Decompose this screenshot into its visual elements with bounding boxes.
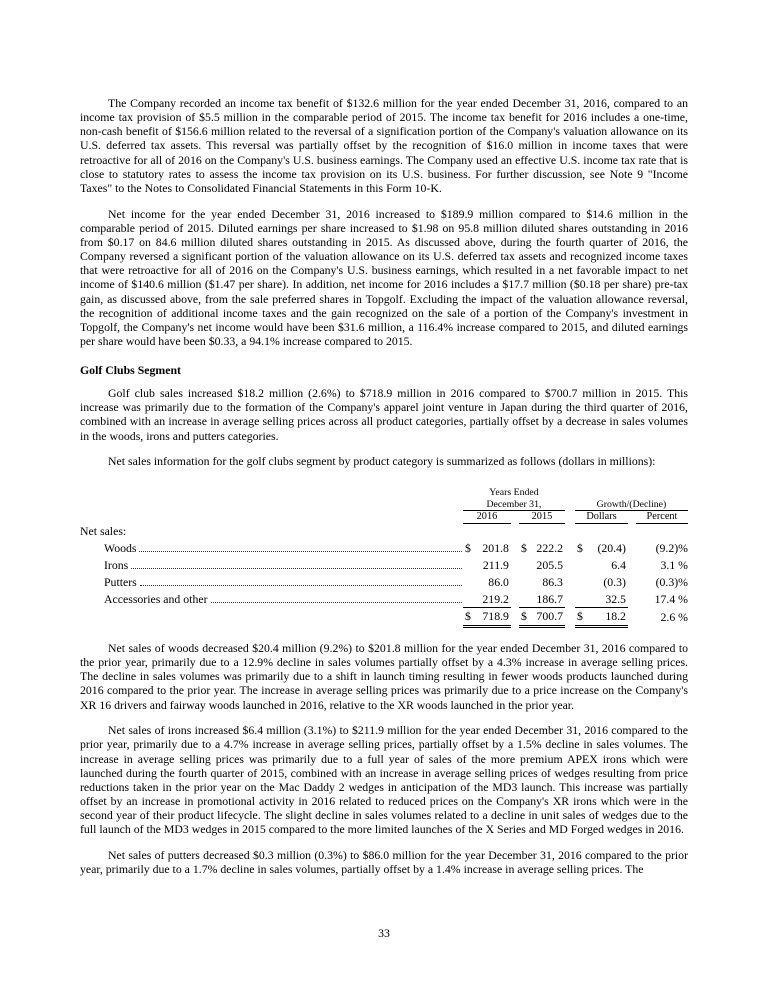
table-row-woods [80,539,688,556]
total-2015: 700.7 [536,608,563,623]
paragraph-net-income: Net income for the year ended December 31, 2016 increased to $189.9 million compared to $14.6 million in the comparable period of 2015. Diluted earnings per share increased to $1.98 on 95.8 million diluted shares outstanding in 2016 from $0.17 on 84.6 million diluted shares outstanding in 2015. As discussed above, during the fourth quarter of 2016, the Company reversed a significant portion of the valuation allowance on its U.S. deferred tax assets and recognized income taxes that were retroactive for all of 2016 on the Company's U.S. business earnings, which resulted in a net favorable impact to net income of $140.6 million ($1.47 per share). In addition, net income for 2016 includes a $17.7 million ($0.18 per share) pre-tax gain, as discussed above, from the sale preferred shares in Topgolf. Excluding the impact of the valuation allowance reversal, the recognition of additional income taxes and the gain recognized on the sale of a portion of the Company's investment in Topgolf, the Company's net income would have been $31.6 million, a 116.4% increase compared to 2015, and diluted earnings per share would have been $0.33, a 94.1% increase compared to 2015. [80,206,688,348]
dot-leader [211,602,462,603]
currency-sign: $ [520,541,527,556]
value-dollars: (20.4) [597,541,626,556]
currency-sign: $ [520,608,527,623]
paragraph-putters-net-sales: Net sales of putters decreased $0.3 million (0.3%) to $86.0 million for the year December 31, 2016 compared to the prior year, primarily due to a 1.7% decline in sales volumes, partially offset by a 1.4% increase in average selling prices. The [80,847,688,877]
paragraph-income-tax: The Company recorded an income tax benefit of $132.6 million for the year ended December 31, 2016, compared to an income tax provision of $5.5 million in the comparable period of 2015. The income tax benefit for 2016 includes a one-time, non-cash benefit of $156.6 million related to the reversal of a signification portion of the Company's valuation allowance on its U.S. deferred tax assets. This reversal was partially offset by the recognition of $16.0 million in income taxes that were retroactive for all of 2016 on the Company's U.S. business earnings. The Company used an effective U.S. income tax rate that is close to statutory rates to assess the income tax provision on its U.S. business. For further discussion, see Note 9 "Income Taxes" to the Notes to Consolidated Financial Statements in this Form 10-K. [80,96,688,195]
value-2016: 211.9 [482,558,509,573]
dot-leader [131,568,462,569]
table-row-putters [80,573,688,590]
page-number: 33 [378,926,390,940]
value-percent: (0.3)% [655,575,688,590]
table-row-accessories [80,590,688,607]
net-sales-section-label: Net sales: [80,524,127,539]
value-dollars: 6.4 [611,558,626,573]
col-header-dollars: Dollars [575,511,628,524]
value-2015: 205.5 [536,558,563,573]
value-percent: 3.1 % [660,558,688,573]
table-column-header-row [80,511,688,524]
currency-sign: $ [464,541,471,556]
paragraph-golf-club-sales: Golf club sales increased $18.2 million (2.6%) to $718.9 million in 2016 compared to $700.7 million in 2015. This increase was primarily due to the formation of the Company's apparel joint venture in Japan during the third quarter of 2016, combined with an increase in average selling prices across all product categories, partially offset by a decrease in sales volumes in the woods, irons and putters categories. [80,386,688,443]
row-label: Putters [104,575,137,590]
col-header-percent: Percent [636,511,688,524]
table-section-row [80,524,688,540]
value-2015: 86.3 [542,575,563,590]
paragraph-net-sales-intro: Net sales information for the golf clubs segment by product category is summarized as follows (dollars in millions): [108,454,656,469]
net-sales-table [80,487,688,628]
value-percent: 17.4 % [654,592,688,607]
paragraph-irons-net-sales: Net sales of irons increased $6.4 million (3.1%) to $211.9 million for the year ended December 31, 2016 compared to the prior year, primarily due to a 4.7% increase in average selling prices, partially offset by a 1.5% decline in sales volumes. The increase in average selling prices was primarily due to a full year of sales of the more premium APEX irons which were launched during the fourth quarter of 2015, combined with an increase in average selling prices of wedges resulting from price reductions taken in the prior year on the Mac Daddy 2 wedges in anticipation of the MD3 launch. This increase was partially offset by an increase in promotional activity in 2016 related to reduced prices on the Company's XR irons which were in the second year of their product lifecycle. The slight decline in sales volumes related to a decline in unit sales of wedges due to the full launch of the MD3 wedges in 2015 compared to the more limited launches of the X Series and MD Forged wedges in 2016. [80,723,688,837]
value-dollars: 32.5 [605,591,626,606]
table-row-irons [80,556,688,573]
currency-sign: $ [464,608,471,623]
heading-golf-clubs-segment: Golf Clubs Segment [80,363,181,378]
currency-sign: $ [576,608,583,623]
paragraph-woods-net-sales: Net sales of woods decreased $20.4 million (9.2%) to $201.8 million for the year ended December 31, 2016 compared to the prior year, primarily due to a 12.9% decline in sales volumes partially offset by a 4.3% increase in average selling prices. The decline in sales volumes was primarily due to a shift in launch timing resulting in fewer woods products launched during 2016 compared to the prior year. The increase in average selling prices was primarily due to a price increase on the Company's XR 16 drivers and fairway woods launched in 2016, relative to the XR woods launched in the prior year. [80,640,688,712]
years-ended-header [463,487,565,511]
years-ended-line1: Years Ended [489,487,539,499]
total-2016: 718.9 [482,608,509,623]
value-dollars: (0.3) [603,575,626,590]
value-2015: 222.2 [536,541,563,556]
value-2015: 186.7 [536,591,563,606]
value-2016: 86.0 [488,575,509,590]
growth-decline-header: Growth/(Decline) [575,487,688,511]
total-dollars: 18.2 [605,608,626,623]
col-header-2015: 2015 [519,511,565,524]
value-2016: 219.2 [482,591,509,606]
row-label: Accessories and other [104,592,208,607]
currency-sign: $ [576,541,583,556]
dot-leader [140,585,462,586]
table-row-total [80,607,688,626]
row-label: Irons [104,558,129,573]
row-label: Woods [104,541,137,556]
value-2016: 201.8 [482,541,509,556]
col-header-2016: 2016 [463,511,511,524]
table-group-header-row [80,487,688,511]
value-percent: (9.2)% [655,541,688,556]
total-percent: 2.6 % [660,610,688,625]
years-ended-line2: December 31, [486,498,542,510]
dot-leader [139,551,461,552]
